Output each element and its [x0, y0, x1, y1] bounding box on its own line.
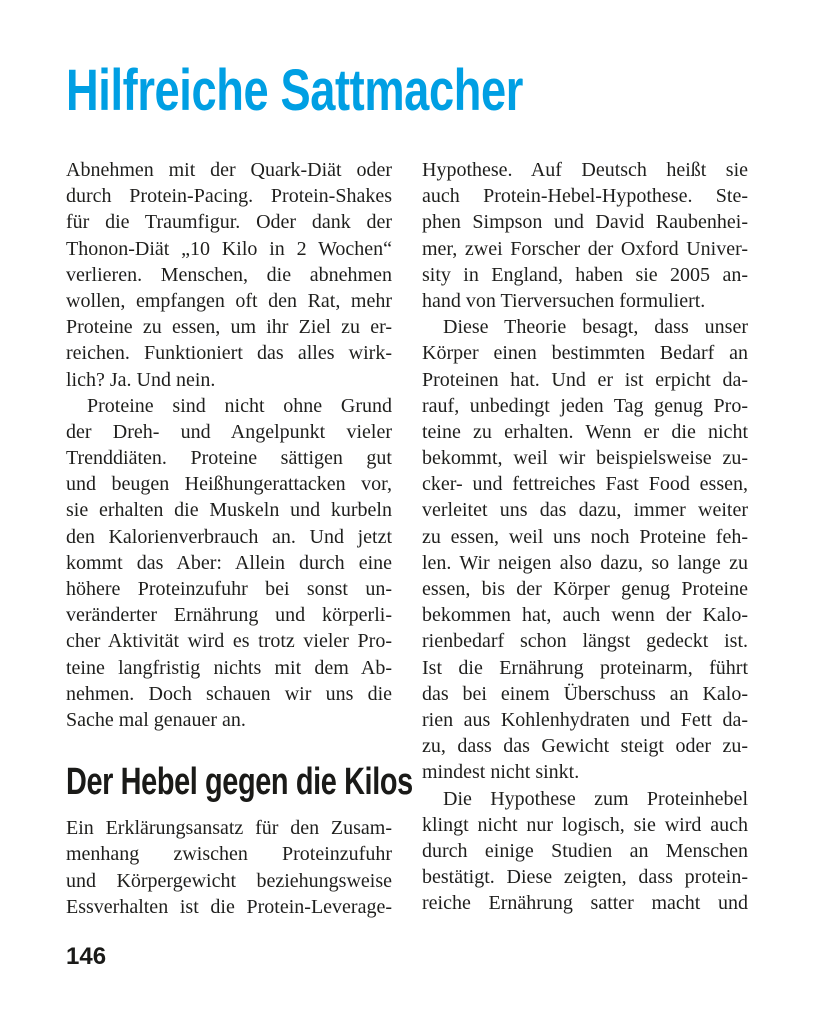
- text-line: den Kalorienverbrauch an. Und jetzt: [66, 525, 392, 548]
- text-line: nehmen. Doch schauen wir uns die: [66, 682, 392, 705]
- text-line: phen Simpson und David Raubenhei-: [422, 211, 748, 234]
- paragraph-intro: [66, 157, 392, 393]
- text-line: reiche Ernährung satter macht und: [422, 892, 748, 915]
- text-line: und Körpergewicht beziehungsweise: [66, 869, 392, 892]
- text-line: Ein Erklärungsansatz für den Zusam-: [66, 817, 392, 840]
- text-line: mer, zwei Forscher der Oxford Univer-: [422, 237, 748, 260]
- paragraph-theorie: [422, 314, 748, 785]
- text-line: höhere Proteinzufuhr bei sonst un-: [66, 578, 392, 600]
- text-line: verleitet uns das dazu, immer weiter: [422, 499, 748, 522]
- text-line: lich? Ja. Und nein.: [66, 368, 216, 391]
- text-line: verlieren. Menschen, die abnehmen: [66, 263, 392, 286]
- text-line: bestätigt. Diese zeigten, dass protein-: [422, 866, 748, 889]
- text-line: len. Wir neigen also dazu, so lange zu: [422, 551, 748, 574]
- text-line: Thonon-Diät „10 Kilo in 2 Wochen“: [66, 237, 392, 260]
- text-line: teine langfristig nichts mit dem Ab-: [66, 656, 392, 679]
- text-line: Ist die Ernährung proteinarm, führt: [422, 656, 748, 679]
- paragraph-studien: [422, 786, 748, 917]
- text-line: rienbedarf schon längst gedeckt ist.: [422, 630, 748, 653]
- text-line: veränderter Ernährung und körperli-: [66, 604, 392, 627]
- text-line: Abnehmen mit der Quark-Diät oder: [66, 159, 392, 181]
- text-line: cher Aktivität wird es trotz vieler Pro-: [66, 630, 392, 653]
- text-line: durch einige Studien an Menschen: [422, 839, 748, 862]
- text-line: sity in England, haben sie 2005 an-: [422, 263, 748, 286]
- text-line: essen, bis der Körper genug Proteine: [422, 578, 748, 600]
- text-line: Trenddiäten. Proteine sättigen gut: [66, 447, 392, 470]
- text-line: durch Protein-Pacing. Protein-Shakes: [66, 185, 392, 208]
- text-line: zu, dass das Gewicht steigt oder zu-: [422, 735, 748, 758]
- text-line: bekommen hat, auch wenn der Kalo-: [422, 604, 748, 627]
- text-line: rien aus Kohlenhydraten und Fett da-: [422, 708, 748, 731]
- text-line: Sache mal genauer an.: [66, 708, 246, 731]
- text-line: klingt nicht nur logisch, sie wird auch: [422, 813, 748, 836]
- text-line: menhang zwischen Proteinzufuhr: [66, 843, 392, 866]
- text-line: teine zu erhalten. Wenn er die nicht: [422, 420, 748, 443]
- text-line: kommt das Aber: Allein durch eine: [66, 551, 392, 574]
- text-line: zu essen, weil uns noch Proteine feh-: [422, 525, 748, 548]
- paragraph-proteine-grund: [66, 393, 392, 733]
- text-line: das bei einem Überschuss an Kalo-: [422, 682, 748, 705]
- text-line: hand von Tierversuchen formuliert.: [422, 289, 706, 312]
- paragraph-erklaerungsansatz: [66, 815, 392, 920]
- page-title: Hilfreiche Sattmacher: [66, 58, 523, 123]
- text-line: und beugen Heißhungerattacken vor,: [66, 473, 392, 496]
- text-line: Proteine zu essen, um ihr Ziel zu er-: [66, 316, 392, 339]
- text-line: cker- und fettreiches Fast Food essen,: [422, 473, 748, 496]
- text-line: der Dreh- und Angelpunkt vieler: [66, 420, 392, 443]
- text-line: Diese Theorie besagt, dass unser: [443, 316, 748, 339]
- text-line: Essverhalten ist die Protein-Leverage-: [66, 895, 392, 918]
- text-line: bekommt, weil wir beispielsweise zu-: [422, 447, 748, 470]
- right-column: [422, 157, 748, 916]
- section-heading: Der Hebel gegen die Kilos: [66, 761, 413, 804]
- text-line: sie erhalten die Muskeln und kurbeln: [66, 499, 392, 522]
- text-line: für die Traumfigur. Oder dank der: [66, 211, 392, 234]
- text-line: wollen, empfangen oft den Rat, mehr: [66, 289, 392, 312]
- text-line: Hypothese. Auf Deutsch heißt sie: [422, 159, 748, 181]
- text-line: auch Protein-Hebel-Hypothese. Ste-: [422, 185, 748, 208]
- paragraph-hypothese: [422, 157, 748, 314]
- text-line: Körper einen bestimmten Bedarf an: [422, 342, 748, 365]
- page-number: 146: [66, 943, 107, 970]
- section-heading-wrap: [66, 757, 413, 813]
- text-line: Die Hypothese zum Proteinhebel: [443, 787, 748, 810]
- text-line: mindest nicht sinkt.: [422, 761, 580, 784]
- text-line: reichen. Funktioniert das alles wirk-: [66, 342, 392, 365]
- left-column: [66, 157, 413, 920]
- text-line: Proteinen hat. Und er ist erpicht da-: [422, 368, 748, 391]
- text-line: rauf, unbedingt jeden Tag genug Pro-: [422, 394, 748, 417]
- text-line: Proteine sind nicht ohne Grund: [87, 394, 392, 417]
